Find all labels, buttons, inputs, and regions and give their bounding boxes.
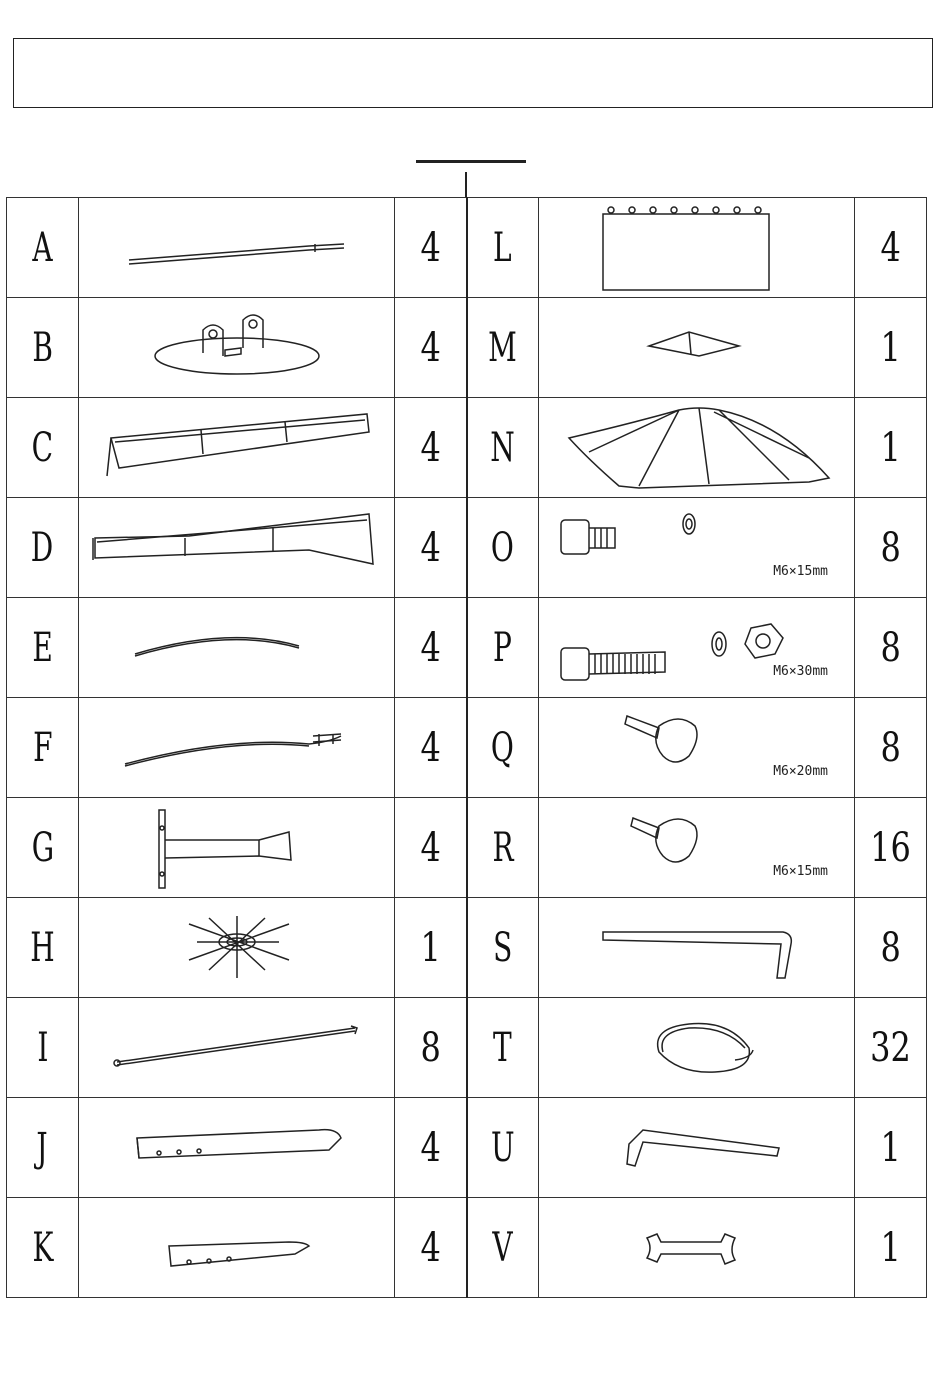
table-row	[7, 598, 927, 698]
part-quantity: 4	[420, 624, 441, 671]
part-quantity-cell	[395, 798, 467, 898]
part-letter: U	[490, 1124, 515, 1171]
part-picture-cell	[539, 1098, 855, 1198]
part-picture-cell	[539, 598, 855, 698]
part-picture-cell	[79, 1198, 395, 1298]
base-plate-icon	[79, 298, 395, 397]
part-letter-cell	[467, 1198, 539, 1298]
part-letter: V	[492, 1224, 513, 1271]
part-quantity-cell	[395, 898, 467, 998]
part-letter: I	[36, 1024, 49, 1071]
part-letter: T	[493, 1024, 513, 1071]
part-quantity: 4	[420, 224, 441, 271]
part-quantity: 4	[420, 424, 441, 471]
part-quantity: 4	[880, 224, 901, 271]
part-quantity: 8	[880, 524, 901, 571]
table-row	[7, 1198, 927, 1298]
part-quantity-cell	[395, 198, 467, 298]
part-letter: B	[32, 324, 53, 371]
part-letter-cell	[7, 698, 79, 798]
table-row	[7, 798, 927, 898]
part-letter-cell	[7, 298, 79, 398]
table-row	[7, 298, 927, 398]
part-quantity-cell	[855, 598, 927, 698]
part-picture-cell	[79, 598, 395, 698]
part-letter-cell	[467, 998, 539, 1098]
part-letter: L	[493, 224, 513, 271]
knob-screw-icon	[539, 798, 855, 897]
table-row	[7, 698, 927, 798]
part-quantity: 1	[880, 424, 901, 471]
part-quantity-cell	[855, 998, 927, 1098]
canopy-icon	[539, 398, 855, 497]
part-quantity-cell	[395, 498, 467, 598]
part-letter: E	[32, 624, 53, 671]
part-picture-cell	[539, 898, 855, 998]
part-letter-cell	[7, 798, 79, 898]
part-letter-cell	[467, 598, 539, 698]
part-quantity-cell	[855, 198, 927, 298]
part-picture-cell	[539, 298, 855, 398]
curved-rod-icon	[79, 698, 395, 797]
part-letter-cell	[467, 198, 539, 298]
part-picture-cell	[539, 798, 855, 898]
part-quantity-cell	[855, 298, 927, 398]
part-letter-cell	[7, 1098, 79, 1198]
drilled-bar-icon	[79, 1198, 395, 1297]
part-letter-cell	[467, 698, 539, 798]
part-picture-cell	[79, 1098, 395, 1198]
part-size-label: M6×30mm	[773, 664, 828, 679]
part-quantity-cell	[855, 1198, 927, 1298]
part-letter: S	[493, 924, 513, 971]
part-letter: H	[30, 924, 55, 971]
table-row	[7, 198, 927, 298]
hook-rod-icon	[539, 898, 855, 997]
part-letter-cell	[7, 198, 79, 298]
side-frame-icon	[79, 498, 395, 597]
part-letter-cell	[7, 998, 79, 1098]
part-letter: M	[488, 324, 518, 371]
part-quantity-cell	[855, 698, 927, 798]
part-quantity-cell	[855, 498, 927, 598]
ring-clip-icon	[539, 998, 855, 1097]
part-quantity-cell	[395, 998, 467, 1098]
drilled-bar-icon	[79, 1098, 395, 1197]
part-quantity-cell	[395, 398, 467, 498]
title-tick	[465, 172, 467, 198]
part-picture-cell	[79, 498, 395, 598]
curved-rod-icon	[79, 598, 395, 697]
part-letter: P	[493, 624, 513, 671]
part-letter-cell	[467, 298, 539, 398]
part-quantity-cell	[395, 1198, 467, 1298]
header-box	[13, 38, 933, 108]
part-letter: A	[32, 224, 53, 271]
part-letter: O	[491, 524, 515, 571]
long-rod-icon	[79, 998, 395, 1097]
part-picture-cell	[79, 898, 395, 998]
part-quantity: 32	[870, 1024, 911, 1071]
part-letter: C	[31, 424, 54, 471]
part-quantity: 16	[870, 824, 911, 871]
part-letter: J	[36, 1124, 49, 1171]
part-quantity-cell	[395, 298, 467, 398]
allen-key-icon	[539, 1098, 855, 1197]
bracket-icon	[79, 798, 395, 897]
knob-screw-icon	[539, 698, 855, 797]
bolt-washer-nut-icon	[539, 598, 855, 697]
tube-icon	[79, 198, 395, 297]
part-quantity: 8	[880, 624, 901, 671]
part-letter-cell	[7, 898, 79, 998]
part-size-label: M6×20mm	[773, 764, 828, 779]
part-picture-cell	[539, 698, 855, 798]
part-letter-cell	[467, 398, 539, 498]
part-quantity: 8	[880, 924, 901, 971]
part-quantity-cell	[395, 1098, 467, 1198]
title-rule	[416, 160, 526, 163]
part-picture-cell	[539, 998, 855, 1098]
part-letter: N	[490, 424, 515, 471]
part-letter: D	[31, 524, 54, 571]
part-letter-cell	[7, 398, 79, 498]
part-letter-cell	[467, 798, 539, 898]
side-frame-icon	[79, 398, 395, 497]
table-row	[7, 998, 927, 1098]
part-letter: K	[32, 1224, 53, 1271]
part-size-label: M6×15mm	[773, 564, 828, 579]
part-quantity: 4	[420, 324, 441, 371]
part-letter-cell	[467, 1098, 539, 1198]
table-row	[7, 398, 927, 498]
part-picture-cell	[539, 198, 855, 298]
part-picture-cell	[539, 398, 855, 498]
wrench-icon	[539, 1198, 855, 1297]
part-letter-cell	[7, 1198, 79, 1298]
part-quantity-cell	[855, 798, 927, 898]
part-quantity-cell	[855, 398, 927, 498]
hub-connector-icon	[79, 898, 395, 997]
part-picture-cell	[79, 698, 395, 798]
table-row	[7, 898, 927, 998]
bolt-washer-icon	[539, 498, 855, 597]
part-picture-cell	[79, 198, 395, 298]
part-letter: Q	[491, 724, 515, 771]
part-letter: R	[492, 824, 514, 871]
part-quantity: 4	[420, 724, 441, 771]
part-letter: G	[31, 824, 54, 871]
part-letter-cell	[467, 898, 539, 998]
part-picture-cell	[79, 798, 395, 898]
part-quantity: 4	[420, 1124, 441, 1171]
part-letter-cell	[467, 498, 539, 598]
part-quantity: 1	[880, 1224, 901, 1271]
part-quantity-cell	[855, 898, 927, 998]
part-picture-cell	[79, 998, 395, 1098]
part-letter-cell	[7, 598, 79, 698]
part-quantity: 8	[420, 1024, 441, 1071]
top-cap-icon	[539, 298, 855, 397]
part-size-label: M6×15mm	[773, 864, 828, 879]
parts-table	[6, 197, 927, 1298]
part-quantity: 8	[880, 724, 901, 771]
part-quantity: 4	[420, 524, 441, 571]
part-picture-cell	[79, 398, 395, 498]
table-row	[7, 1098, 927, 1198]
part-picture-cell	[79, 298, 395, 398]
table-row	[7, 498, 927, 598]
part-quantity: 1	[880, 324, 901, 371]
part-quantity: 1	[880, 1124, 901, 1171]
curtain-panel-icon	[539, 198, 855, 297]
part-quantity-cell	[395, 698, 467, 798]
part-picture-cell	[539, 498, 855, 598]
part-picture-cell	[539, 1198, 855, 1298]
part-quantity: 4	[420, 1224, 441, 1271]
part-quantity-cell	[855, 1098, 927, 1198]
part-quantity: 4	[420, 824, 441, 871]
part-quantity: 1	[420, 924, 441, 971]
part-quantity-cell	[395, 598, 467, 698]
part-letter-cell	[7, 498, 79, 598]
part-letter: F	[32, 724, 53, 771]
